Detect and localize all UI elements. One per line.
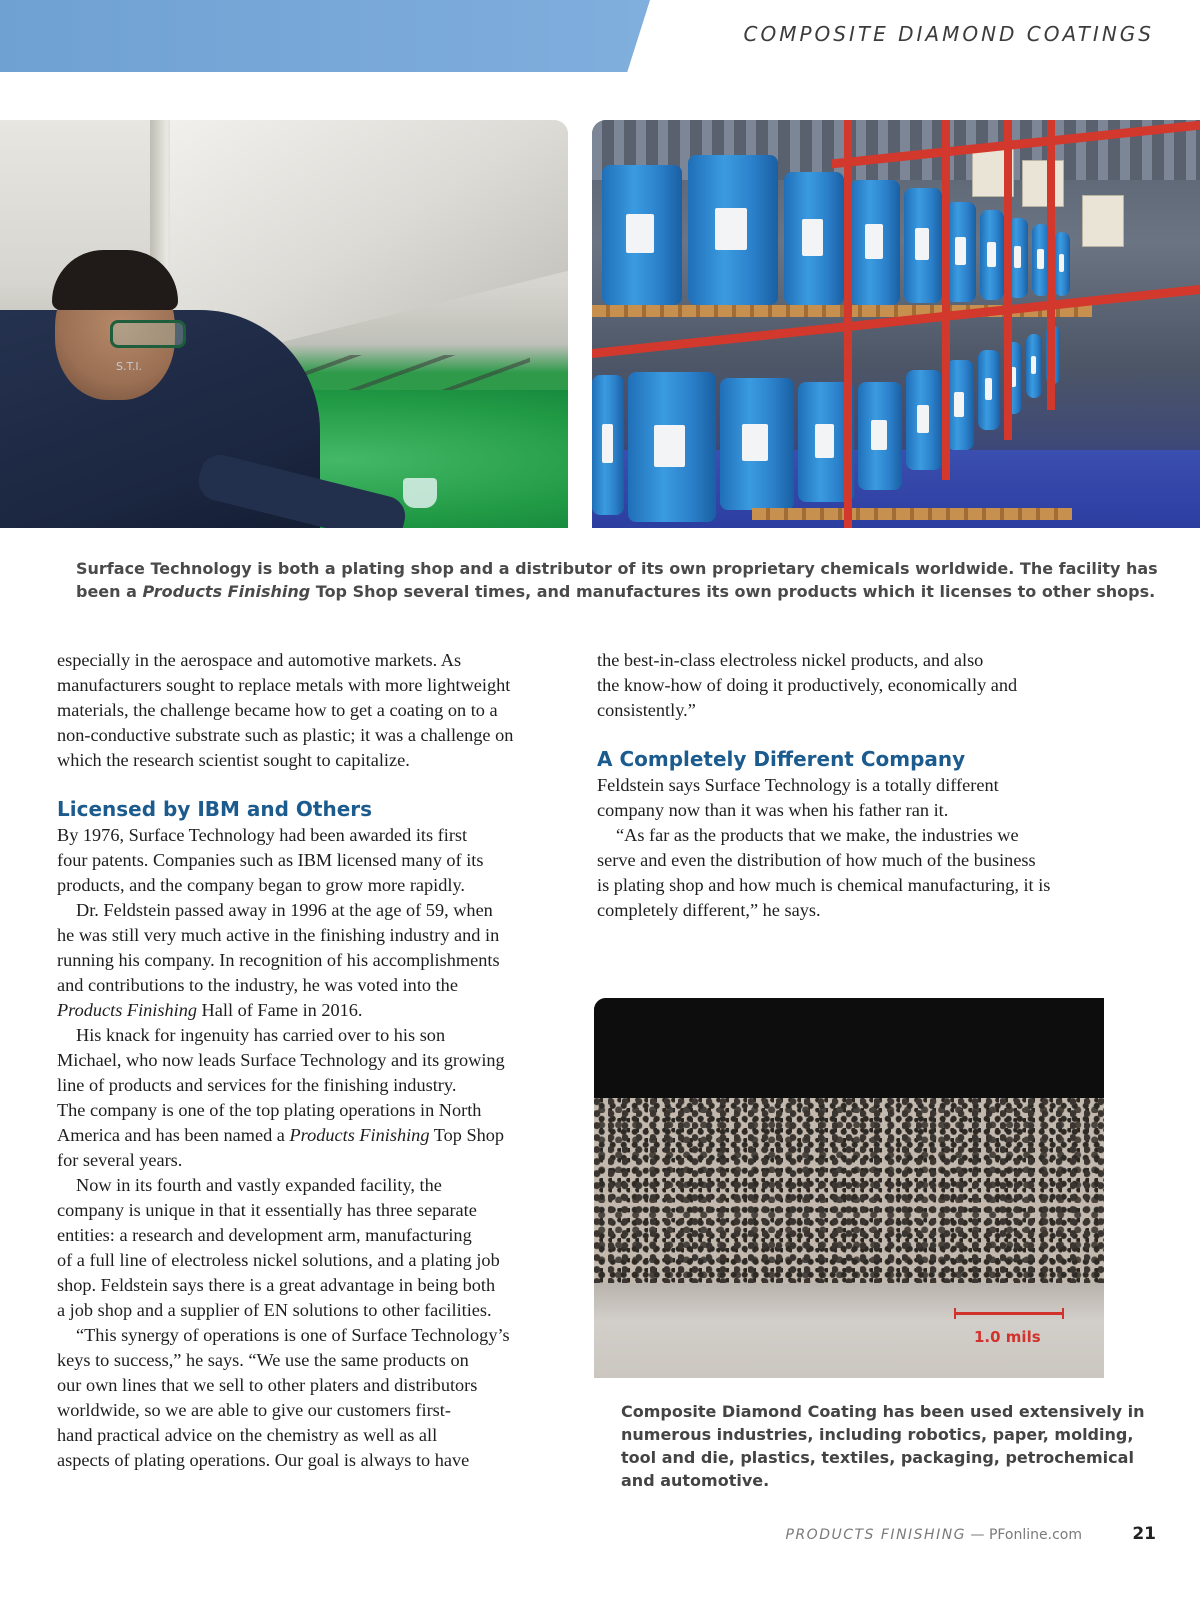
caption-line: tool and die, plastics, textiles, packaging, petrochemical	[621, 1448, 1134, 1467]
paragraph	[57, 1323, 569, 1473]
barrel	[720, 378, 794, 510]
paragraph	[597, 773, 1107, 823]
shelf-upright	[1004, 120, 1012, 440]
photo-warehouse	[592, 120, 1200, 528]
text-fragment: Top Shop	[429, 1125, 505, 1145]
barrel	[592, 375, 624, 515]
text-line: Dr. Feldstein passed away in 1996 at the age of 59, when	[76, 900, 493, 920]
text-line: running his company. In recognition of his accomplishments	[57, 950, 500, 970]
footer-separator: —	[966, 1527, 989, 1543]
text-line: “As far as the products that we make, the industries we	[616, 825, 1019, 845]
barrel	[784, 172, 844, 305]
text-line: products, and the company began to grow more rapidly.	[57, 875, 465, 895]
text-line: the know-how of doing it productively, economically and	[597, 675, 1018, 695]
text-line: hand practical advice on the chemistry as well as all	[57, 1425, 438, 1445]
article-column-right	[597, 648, 1107, 923]
warehouse-ceiling	[592, 120, 1200, 180]
scale-label: 1.0 mils	[974, 1328, 1041, 1346]
text-line: manufacturers sought to replace metals with more lightweight	[57, 675, 511, 695]
article-column-left	[57, 648, 569, 1473]
pallet	[752, 508, 1072, 520]
barrel	[688, 155, 778, 305]
sample-cup	[403, 478, 437, 508]
barrel	[906, 370, 942, 470]
barrel	[858, 382, 902, 490]
barrel	[850, 180, 900, 305]
barrel	[628, 372, 716, 522]
header-band	[0, 0, 650, 72]
text-line: serve and even the distribution of how much of the business	[597, 850, 1036, 870]
text-line: is plating shop and how much is chemical manufacturing, it is	[597, 875, 1051, 895]
micrograph-background	[594, 998, 1104, 1108]
text-line: for several years.	[57, 1150, 183, 1170]
barrel	[904, 188, 942, 303]
paragraph	[57, 1023, 569, 1173]
caption-line: numerous industries, including robotics, paper, molding,	[621, 1425, 1134, 1444]
text-line	[57, 998, 569, 1023]
magazine-name: PRODUCTS FINISHING	[785, 1527, 967, 1543]
text-line: entities: a research and development arm, manufacturing	[57, 1225, 472, 1245]
text-line: our own lines that we sell to other platers and distributors	[57, 1375, 478, 1395]
text-fragment: Hall of Fame in 2016.	[196, 1000, 363, 1020]
text-line: The company is one of the top plating operations in North	[57, 1100, 482, 1120]
paragraph	[597, 823, 1107, 923]
text-line: Michael, who now leads Surface Technology and its growing	[57, 1050, 505, 1070]
caption-italic: Products Finishing	[142, 582, 311, 601]
paragraph	[57, 898, 569, 1023]
text-line: line of products and services for the finishing industry.	[57, 1075, 457, 1095]
text-line: materials, the challenge became how to get a coating on to a	[57, 700, 498, 720]
section-title: COMPOSITE DIAMOND COATINGS	[743, 22, 1154, 46]
text-line: company is unique in that it essentially has three separate	[57, 1200, 477, 1220]
text-line: especially in the aerospace and automotive markets. As	[57, 650, 462, 670]
section-heading: Licensed by IBM and Others	[57, 797, 373, 821]
scale-bar	[954, 1312, 1064, 1315]
text-line: Feldstein says Surface Technology is a totally different	[597, 775, 999, 795]
text-line: Now in its fourth and vastly expanded facility, the	[76, 1175, 442, 1195]
text-line: His knack for ingenuity has carried over to his son	[76, 1025, 446, 1045]
text-line: which the research scientist sought to capitalize.	[57, 750, 410, 770]
crate	[1022, 160, 1064, 207]
paragraph	[57, 1173, 569, 1323]
caption-text: been a	[76, 582, 143, 601]
crate	[1082, 195, 1124, 247]
caption-line: Surface Technology is both a plating shop and a distributor of its own proprietary chemicals worldwide. The facility has	[76, 559, 1158, 578]
text-line: of a full line of electroless nickel solutions, and a plating job	[57, 1250, 500, 1270]
text-line: the best-in-class electroless nickel products, and also	[597, 650, 984, 670]
micrograph-caption	[621, 1400, 1145, 1492]
barrel	[1054, 232, 1070, 296]
paragraph	[57, 648, 569, 773]
text-line: keys to success,” he says. “We use the same products on	[57, 1350, 469, 1370]
shelf-upright	[1047, 120, 1055, 410]
shelf-upright	[844, 120, 852, 528]
barrel	[1026, 334, 1042, 398]
barrel	[946, 360, 974, 450]
text-line	[57, 1123, 569, 1148]
text-line: and contributions to the industry, he was voted into the	[57, 975, 458, 995]
text-line: “This synergy of operations is one of Surface Technology’s	[76, 1325, 510, 1345]
text-line: completely different,” he says.	[597, 900, 821, 920]
section-heading: A Completely Different Company	[597, 747, 966, 771]
text-line: he was still very much active in the finishing industry and in	[57, 925, 500, 945]
text-line: non-conductive substrate such as plastic; it was a challenge on	[57, 725, 514, 745]
page-number: 21	[1132, 1524, 1156, 1544]
text-line: worldwide, so we are able to give our customers first-	[57, 1400, 451, 1420]
barrel	[980, 210, 1004, 300]
photo-caption-top	[76, 557, 1158, 603]
text-line: a job shop and a supplier of EN solutions to other facilities.	[57, 1300, 492, 1320]
text-line: consistently.”	[597, 700, 696, 720]
paragraph	[57, 823, 569, 898]
paragraph	[597, 648, 1107, 723]
uniform-logo: S.T.I.	[116, 360, 143, 373]
barrel	[946, 202, 976, 302]
caption-line	[76, 580, 1156, 603]
italic-title: Products Finishing	[289, 1125, 430, 1145]
caption-line: and automotive.	[621, 1471, 770, 1490]
text-line: By 1976, Surface Technology had been awarded its first	[57, 825, 468, 845]
caption-text: Top Shop several times, and manufactures its own products which it licenses to other shops.	[310, 582, 1156, 601]
micrograph-image	[594, 998, 1104, 1378]
text-line: four patents. Companies such as IBM licensed many of its	[57, 850, 484, 870]
page-footer	[786, 1527, 1083, 1543]
barrel	[602, 165, 682, 305]
text-line: company now than it was when his father ran it.	[597, 800, 949, 820]
text-fragment: America and has been named a	[57, 1125, 290, 1145]
caption-line: Composite Diamond Coating has been used extensively in	[621, 1402, 1145, 1421]
diamond-coating-layer	[594, 1098, 1104, 1288]
italic-title: Products Finishing	[57, 1000, 197, 1020]
text-line: aspects of plating operations. Our goal is always to have	[57, 1450, 470, 1470]
shelf-upright	[942, 120, 950, 480]
photo-technician	[0, 120, 568, 528]
website-link[interactable]: PFonline.com	[988, 1527, 1082, 1543]
text-line: shop. Feldstein says there is a great advantage in being both	[57, 1275, 496, 1295]
barrel	[978, 350, 1000, 430]
safety-goggles	[110, 320, 186, 348]
